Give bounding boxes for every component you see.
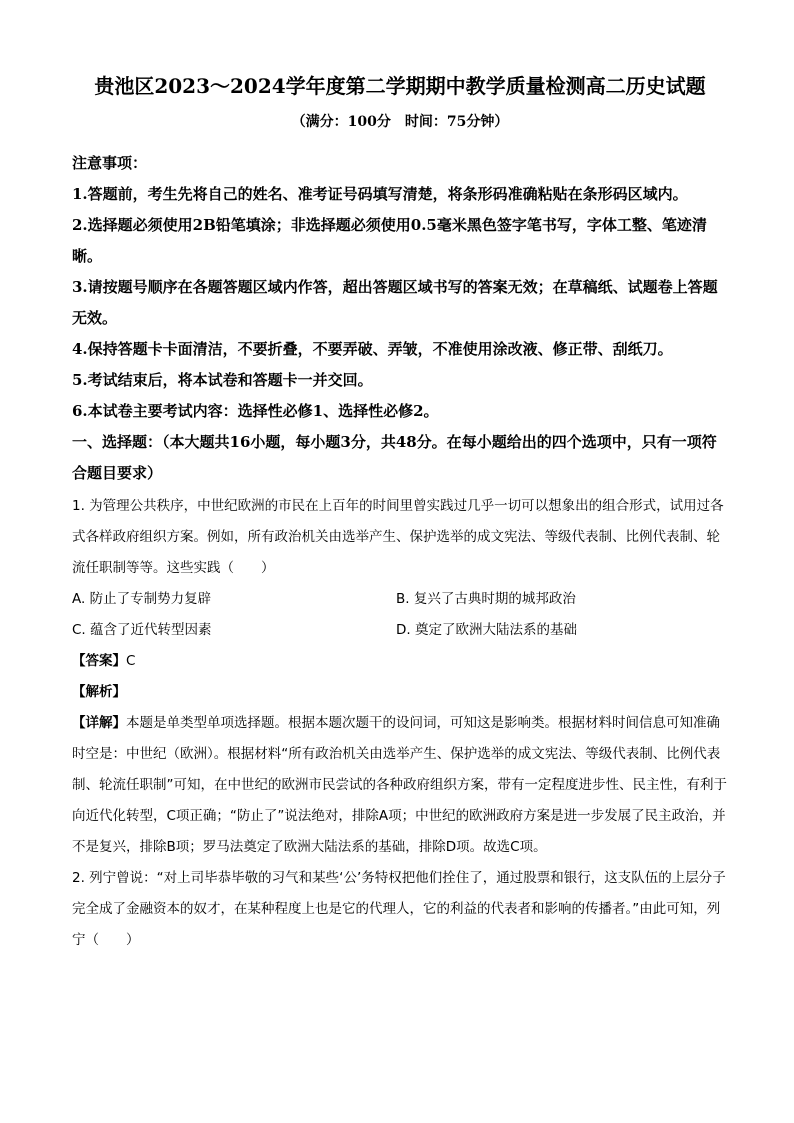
option-c: C. 蕴含了近代转型因素 — [72, 622, 212, 638]
exam-subtitle: （满分：100分 时间：75分钟） — [291, 114, 509, 130]
exam-title: 贵池区2023～2024学年度第二学期期中教学质量检测高二历史试题 — [94, 74, 706, 98]
detail-tag: 【详解】 — [72, 715, 126, 731]
exam-page — [72, 70, 728, 956]
answer-tag: 【答案】 — [72, 653, 126, 669]
question-stem: 2. 列宁曾说：“对上司毕恭毕敬的习气和某些‘公’务特权把他们拴住了，通过股票和银行，这支队伍的上层分子完全成了金融资本的奴才，在某种程度上也是它的代理人，它的利益的代表者和影响的传播者。”由此可知，列宁（ ） — [72, 870, 726, 948]
question-stem: 1. 为管理公共秩序，中世纪欧洲的市民在上百年的时间里曾实践过几乎一切可以想象出的组合形式，试用过各式各样政府组织方案。例如，所有政治机关由选举产生、保护选举的成文宪法、等级代表制、比例代表制、轮流任职制等等。这些实践（ ） — [72, 498, 724, 576]
notice-heading: 注意事项： — [72, 154, 148, 172]
answer-line — [72, 646, 728, 677]
section-heading: 一、选择题：（本大题共16小题，每小题3分，共48分。在每小题给出的四个选项中，只有一项符合题目要求） — [72, 433, 717, 482]
answer-value: C — [126, 653, 136, 669]
option-a: A. 防止了专制势力复辟 — [72, 591, 212, 607]
notice-item: 6.本试卷主要考试内容：选择性必修1、选择性必修2。 — [72, 402, 439, 420]
notice-list — [72, 179, 728, 427]
detail-paragraph — [72, 708, 728, 863]
analysis-line — [72, 677, 728, 708]
option-d: D. 奠定了欧洲大陆法系的基础 — [396, 622, 577, 638]
notice-item: 3.请按题号顺序在各题答题区域内作答，超出答题区域书写的答案无效；在草稿纸、试题卷上答题无效。 — [72, 278, 718, 327]
option-b: B. 复兴了古典时期的城邦政治 — [396, 591, 576, 607]
analysis-tag: 【解析】 — [72, 684, 126, 700]
detail-text: 本题是单类型单项选择题。根据本题次题干的设问词，可知这是影响类。根据材料时间信息可知准确时空是：中世纪（欧洲）。根据材料“所有政治机关由选举产生、保护选举的成文宪法、等级代表制、比例代表制、轮流任职制”可知，在中世纪的欧洲市民尝试的各种政府组织方案，带有一定程度进步性、民主性，有利于向近代化转型，C项正确；“防止了”说法绝对，排除A项；中世纪的欧洲政府方案是进一步发展了民主政治，并不是复兴，排除B项；罗马法奠定了欧洲大陆法系的基础，排除D项。故选C项。 — [72, 715, 727, 855]
notice-item: 5.考试结束后，将本试卷和答题卡一并交回。 — [72, 371, 373, 389]
option-grid — [72, 584, 728, 646]
notice-item: 1.答题前，考生先将自己的姓名、准考证号码填写清楚，将条形码准确粘贴在条形码区域内。 — [72, 185, 688, 203]
notice-item: 2.选择题必须使用2B铅笔填涂；非选择题必须使用0.5毫米黑色签字笔书写，字体工整、笔迹清晰。 — [72, 216, 707, 265]
question-2 — [72, 863, 728, 956]
notice-item: 4.保持答题卡卡面清洁，不要折叠，不要弄破、弄皱，不准使用涂改液、修正带、刮纸刀。 — [72, 340, 673, 358]
question-1 — [72, 491, 728, 863]
